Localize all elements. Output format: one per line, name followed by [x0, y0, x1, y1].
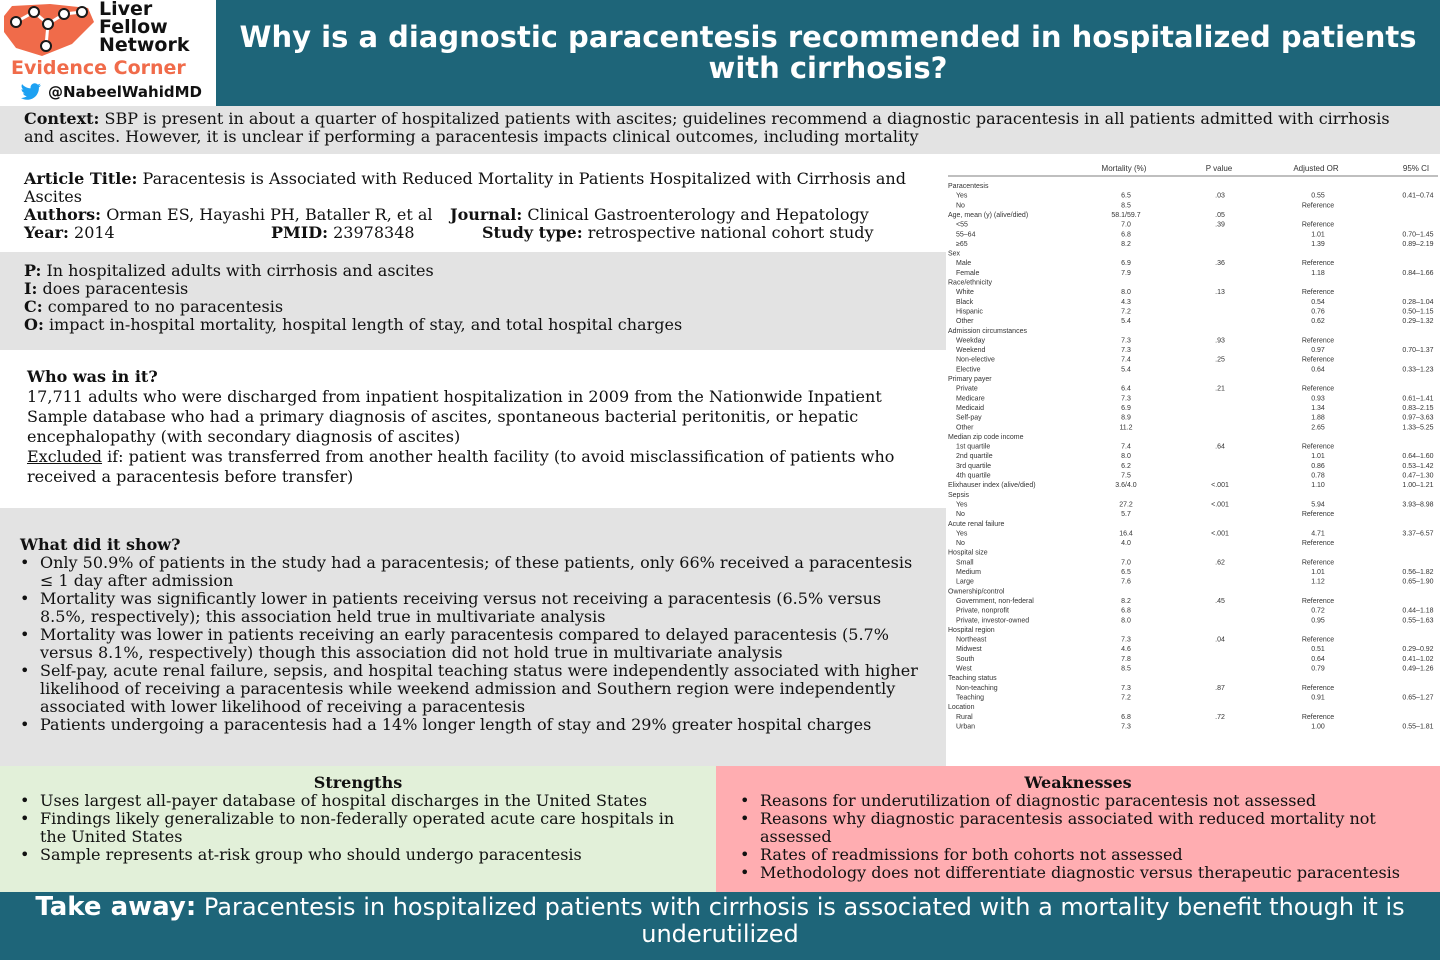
table-row-label: Government, non-federal [956, 597, 1034, 605]
pmid-value: 23978348 [333, 223, 415, 242]
table-cell-mortality: 3.6/4.0 [1115, 482, 1137, 490]
table-row-label: Race/ethnicity [948, 279, 992, 287]
logo-line-3: Network [99, 34, 190, 56]
table-cell-adjusted-or: Reference [1301, 511, 1335, 519]
table-cell-mortality: 7.3 [1121, 636, 1131, 644]
table-cell-ci: 0.29–0.92 [1402, 646, 1434, 654]
table-row-label: Medium [956, 569, 981, 576]
table-cell-ci: 0.65–1.27 [1402, 694, 1434, 702]
table-row-label: 1st quartile [956, 443, 991, 451]
pico-o [24, 316, 922, 334]
table-row-label: Non-teaching [956, 684, 998, 692]
table-cell-adjusted-or: Reference [1301, 540, 1335, 548]
table-cell-adjusted-or: 1.01 [1311, 569, 1325, 576]
table-cell-adjusted-or: 0.91 [1311, 694, 1325, 702]
pico-c-text: compared to no paracentesis [47, 297, 284, 316]
results-section [0, 508, 946, 766]
study-type-value: retrospective national cohort study [587, 223, 874, 242]
table-cell-ci: 1.00–1.21 [1402, 482, 1434, 490]
table-cell-mortality: 11.2 [1119, 424, 1133, 432]
table-row-label: Large [956, 578, 974, 586]
mortality-table [946, 154, 1440, 766]
table-row-label: Yes [956, 530, 968, 538]
table-row-label: Acute renal failure [948, 520, 1005, 528]
results-item: • Mortality was lower in patients receiving an early paracentesis compared to delayed paracentesis (5.7% versus 8.1%, respectively) though this association did not hold true in multivariate analysis [20, 626, 926, 662]
table-cell-mortality: 7.8 [1121, 655, 1131, 663]
table-cell-adjusted-or: Reference [1301, 260, 1335, 268]
table-cell-adjusted-or: Reference [1301, 337, 1335, 345]
table-cell-mortality: 6.8 [1121, 231, 1131, 239]
table-row-label: Median zip code income [948, 433, 1024, 441]
table-row-label: Private, nonprofit [956, 607, 1009, 615]
year-pmid-line [24, 224, 922, 242]
table-row-label: Weekend [956, 347, 986, 355]
table-cell-p-value: <.001 [1211, 482, 1229, 490]
table-cell-adjusted-or: 0.64 [1311, 366, 1325, 374]
table-header-ci: 95% CI [1402, 164, 1430, 173]
table-cell-mortality: 6.9 [1121, 260, 1131, 268]
authors-value: Orman ES, Hayashi PH, Bataller R, et al [106, 205, 433, 224]
strengths-list [20, 792, 696, 864]
table-header-p-value: P value [1205, 164, 1233, 173]
table-cell-ci: 0.89–2.19 [1402, 240, 1434, 248]
table-cell-p-value: .21 [1215, 385, 1225, 393]
table-cell-adjusted-or: Reference [1301, 356, 1335, 364]
table-row-label: Self-pay [956, 414, 982, 422]
table-row-label: Medicaid [956, 404, 985, 412]
evidence-corner-label: Evidence Corner [11, 57, 186, 79]
table-cell-p-value: .45 [1215, 597, 1225, 605]
table-row-label: White [956, 289, 974, 297]
strengths-section [0, 766, 716, 892]
table-row-label: 3rd quartile [956, 462, 992, 470]
table-cell-mortality: 6.5 [1121, 569, 1131, 576]
table-cell-ci: 0.83–2.15 [1402, 404, 1434, 412]
table-cell-ci: 0.84–1.66 [1402, 269, 1434, 277]
twitter-handle-row [20, 81, 202, 103]
table-cell-adjusted-or: 1.01 [1311, 231, 1325, 239]
pico-i-text: does paracentesis [42, 279, 189, 298]
journal-block [450, 206, 869, 224]
table-cell-ci: 0.70–1.45 [1402, 231, 1434, 239]
weakness-item: • Reasons why diagnostic paracentesis associated with reduced mortality not assessed [740, 810, 1416, 846]
table-cell-ci: 0.50–1.15 [1402, 308, 1434, 316]
table-row-label: Yes [956, 501, 968, 509]
table-row-label: Age, mean (y) (alive/died) [948, 211, 1029, 219]
table-row-label: Sepsis [948, 491, 970, 499]
table-cell-mortality: 8.5 [1121, 665, 1131, 673]
logo [0, 0, 216, 106]
table-row-label: Black [956, 298, 974, 306]
table-row-label: ≥65 [956, 240, 968, 248]
table-cell-p-value: <.001 [1211, 501, 1229, 509]
weakness-item: • Reasons for underutilization of diagnostic paracentesis not assessed [740, 792, 1416, 810]
table-row-label: Elective [956, 366, 981, 374]
table-cell-mortality: 7.4 [1121, 443, 1131, 451]
weakness-item: • Rates of readmissions for both cohorts not assessed [740, 846, 1416, 864]
table-cell-mortality: 7.2 [1121, 694, 1131, 702]
article-title-label: Article Title: [24, 169, 138, 188]
table-row-label: Teaching [956, 694, 985, 702]
table-cell-mortality: 7.4 [1121, 356, 1131, 364]
table-cell-adjusted-or: 0.79 [1311, 665, 1325, 673]
pico-p-text: In hospitalized adults with cirrhosis and ascites [46, 261, 434, 280]
table-row-label: Urban [956, 723, 976, 731]
pmid-label: PMID: [271, 223, 329, 242]
table-row-label: Private [956, 385, 978, 393]
takeaway-text: Paracentesis in hospitalized patients with cirrhosis is associated with a mortality benefit though it is underutilized [196, 893, 1405, 948]
table-cell-p-value: .72 [1215, 713, 1225, 721]
table-cell-adjusted-or: 0.95 [1311, 617, 1325, 625]
table-cell-mortality: 6.8 [1121, 607, 1131, 615]
table-header-mortality: Mortality (%) [1101, 164, 1147, 173]
journal-value: Clinical Gastroenterology and Hepatology [527, 205, 869, 224]
table-cell-adjusted-or: 0.54 [1311, 298, 1325, 306]
table-cell-mortality: 8.5 [1121, 202, 1131, 210]
table-row-label: Medicare [956, 395, 985, 403]
strength-item: • Uses largest all-payer database of hospital discharges in the United States [20, 792, 696, 810]
pico-o-label: O: [24, 315, 44, 334]
table-cell-adjusted-or: 1.01 [1311, 453, 1325, 461]
table-row-label: Northeast [956, 636, 987, 644]
pico-o-text: impact in-hospital mortality, hospital length of stay, and total hospital charges [48, 315, 683, 334]
table-row-label: Rural [956, 713, 973, 721]
table-cell-adjusted-or: 1.39 [1311, 240, 1325, 248]
table-cell-adjusted-or: 0.97 [1311, 347, 1325, 355]
pico-p-label: P: [24, 261, 42, 280]
table-row-label: No [956, 540, 965, 548]
table-cell-adjusted-or: 0.62 [1311, 318, 1325, 326]
results-heading: What did it show? [20, 535, 181, 554]
table-cell-adjusted-or: 1.12 [1311, 578, 1325, 586]
context-label: Context: [24, 109, 100, 128]
weakness-item: • Methodology does not differentiate diagnostic versus therapeutic paracentesis [740, 864, 1416, 882]
table-cell-adjusted-or: 1.34 [1311, 404, 1325, 412]
table-cell-adjusted-or: Reference [1301, 443, 1335, 451]
article-info-section [0, 154, 946, 252]
table-row-label: Hispanic [956, 308, 983, 316]
table-row-label: 4th quartile [956, 472, 991, 480]
table-cell-p-value: .93 [1215, 337, 1225, 345]
table-cell-mortality: 8.2 [1121, 597, 1131, 605]
table-row-label: Female [956, 269, 980, 277]
network-logo-icon [2, 2, 98, 58]
table-cell-mortality: 8.9 [1121, 414, 1131, 422]
table-row-label: Weekday [956, 337, 986, 345]
table-cell-adjusted-or: 0.64 [1311, 655, 1325, 663]
table-row-label: 55–64 [956, 231, 976, 239]
table-cell-ci: 0.49–1.26 [1402, 665, 1434, 673]
results-item: • Only 50.9% of patients in the study had a paracentesis; of these patients, only 66% received a paracentesis ≤ 1 day after admission [20, 554, 926, 590]
table-cell-mortality: 6.5 [1121, 192, 1131, 200]
table-row-label: Teaching status [948, 675, 997, 683]
table-cell-mortality: 7.3 [1121, 684, 1131, 692]
weaknesses-title: Weaknesses [1024, 773, 1132, 792]
table-cell-p-value: .03 [1215, 192, 1225, 200]
logo-wordmark [99, 0, 189, 54]
table-cell-mortality: 8.0 [1121, 289, 1131, 297]
table-row-label: Location [948, 704, 975, 712]
table-row-label: Private, investor-owned [956, 617, 1030, 625]
pico-section [0, 252, 946, 350]
table-row-label: 2nd quartile [956, 453, 993, 461]
table-cell-mortality: 6.8 [1121, 713, 1131, 721]
table-cell-ci: 0.70–1.37 [1402, 347, 1434, 355]
pico-c-label: C: [24, 297, 43, 316]
twitter-bird-icon [20, 83, 42, 101]
pico-p [24, 262, 922, 280]
table-cell-mortality: 58.1/59.7 [1111, 211, 1141, 219]
table-row-label: Elixhauser index (alive/died) [948, 482, 1036, 490]
study-type-label: Study type: [482, 223, 583, 242]
strengths-title: Strengths [313, 773, 403, 792]
table-cell-mortality: 4.6 [1121, 646, 1131, 654]
pmid-block [271, 224, 482, 242]
table-cell-ci: 0.61–1.41 [1402, 395, 1434, 403]
table-cell-adjusted-or: 5.94 [1311, 501, 1325, 509]
results-item: • Patients undergoing a paracentesis had a 14% longer length of stay and 29% greater hospital charges [20, 716, 926, 734]
results-item: • Mortality was significantly lower in patients receiving versus not receiving a paracentesis (6.5% versus 8.5%, respectively); this association held true in multivariate analysis [20, 590, 926, 626]
table-cell-mortality: 6.2 [1121, 462, 1131, 470]
table-cell-ci: 0.97–3.63 [1402, 414, 1434, 422]
table-cell-adjusted-or: Reference [1301, 684, 1335, 692]
table-cell-adjusted-or: 4.71 [1311, 530, 1325, 538]
table-cell-p-value: .87 [1215, 684, 1225, 692]
population-text: 17,711 adults who were discharged from inpatient hospitalization in 2009 from the Nationwide Inpatient Sample database who had a primary diagnosis of ascites, spontaneous bacterial peritonitis, or hepatic encephalopathy (with secondary diagnosis of ascites) [27, 387, 882, 446]
year-value: 2014 [74, 223, 115, 242]
table-cell-ci: 0.56–1.82 [1402, 569, 1434, 576]
table-cell-mortality: 7.3 [1121, 723, 1131, 731]
article-title: Paracentesis is Associated with Reduced Mortality in Patients Hospitalized with Cirrhosis and Ascites [24, 169, 906, 206]
table-cell-ci: 0.64–1.60 [1402, 453, 1434, 461]
table-row-label: Hospital size [948, 549, 988, 557]
context-section [0, 106, 1440, 154]
table-cell-adjusted-or: 0.76 [1311, 308, 1325, 316]
authors-journal-line [24, 206, 922, 224]
twitter-handle: @NabeelWahidMD [48, 83, 202, 101]
pico-c [24, 298, 922, 316]
table-cell-p-value: .39 [1215, 221, 1225, 229]
table-cell-mortality: 7.3 [1121, 395, 1131, 403]
table-row-label: Non-elective [956, 356, 995, 364]
study-type-block [482, 224, 874, 242]
table-cell-ci: 0.29–1.32 [1402, 318, 1434, 326]
table-cell-ci: 0.53–1.42 [1402, 462, 1434, 470]
table-cell-adjusted-or: 1.00 [1311, 723, 1325, 731]
table-cell-adjusted-or: 0.86 [1311, 462, 1325, 470]
table-row-label: Hospital region [948, 626, 995, 634]
table-row-label: Admission circumstances [948, 327, 1027, 335]
table-row-label: No [956, 202, 965, 210]
table-cell-mortality: 5.4 [1121, 318, 1131, 326]
table-row-label: Yes [956, 192, 968, 200]
table-row-label: Paracentesis [948, 183, 989, 190]
table-cell-ci: 0.65–1.90 [1402, 578, 1434, 586]
table-cell-mortality: 5.7 [1121, 511, 1131, 519]
authors-label: Authors: [24, 205, 102, 224]
table-cell-mortality: 5.4 [1121, 366, 1131, 374]
authors-block [24, 206, 450, 224]
mortality-table-figure [946, 154, 1440, 766]
table-cell-ci: 3.93–8.98 [1402, 501, 1434, 509]
table-cell-ci: 0.28–1.04 [1402, 298, 1434, 306]
year-block [24, 224, 271, 242]
table-row-label: Other [956, 318, 974, 326]
excluded-text: if: patient was transferred from another health facility (to avoid misclassification of patients who received a paracentesis before transfer) [27, 447, 895, 486]
table-cell-adjusted-or: 1.10 [1311, 482, 1325, 490]
pico-i-label: I: [24, 279, 38, 298]
journal-label: Journal: [450, 205, 523, 224]
table-row-label: Small [956, 559, 974, 567]
table-cell-p-value: .64 [1215, 443, 1225, 451]
table-cell-adjusted-or: Reference [1301, 636, 1335, 644]
title-bar [216, 0, 1440, 106]
results-list [20, 554, 926, 734]
excluded-label: Excluded [27, 447, 103, 466]
table-cell-adjusted-or: Reference [1301, 559, 1335, 567]
strength-item: • Findings likely generalizable to non-federally operated acute care hospitals in the United States [20, 810, 696, 846]
strength-item: • Sample represents at-risk group who should undergo paracentesis [20, 846, 696, 864]
table-cell-p-value: .25 [1215, 356, 1225, 364]
logo-line-2: Fellow [99, 16, 168, 38]
table-cell-p-value: .04 [1215, 636, 1225, 644]
table-cell-adjusted-or: Reference [1301, 385, 1335, 393]
table-cell-adjusted-or: Reference [1301, 289, 1335, 297]
table-cell-mortality: 8.0 [1121, 453, 1131, 461]
population-section [0, 350, 946, 508]
table-row-label: Other [956, 424, 974, 432]
table-cell-mortality: 16.4 [1119, 530, 1133, 538]
table-cell-p-value: <.001 [1211, 530, 1229, 538]
table-cell-adjusted-or: 2.65 [1311, 424, 1325, 432]
table-cell-p-value: .36 [1215, 260, 1225, 268]
pico-i [24, 280, 922, 298]
table-cell-ci: 0.33–1.23 [1402, 366, 1434, 374]
table-cell-adjusted-or: 0.93 [1311, 395, 1325, 403]
table-row-label: South [956, 655, 975, 663]
table-row-label: <55 [956, 221, 968, 229]
table-cell-adjusted-or: Reference [1301, 713, 1335, 721]
table-cell-p-value: .13 [1215, 289, 1225, 297]
logo-line-1: Liver [99, 0, 153, 20]
table-cell-mortality: 7.3 [1121, 337, 1131, 345]
table-cell-p-value: .62 [1215, 559, 1225, 567]
table-cell-ci: 0.41–0.74 [1402, 192, 1434, 200]
table-cell-mortality: 7.0 [1121, 221, 1131, 229]
table-cell-mortality: 6.4 [1121, 385, 1131, 393]
table-cell-mortality: 7.3 [1121, 347, 1131, 355]
population-heading: Who was in it? [27, 367, 158, 386]
page-title: Why is a diagnostic paracentesis recommended in hospitalized patients with cirrhosis? [239, 20, 1417, 85]
table-cell-ci: 0.44–1.18 [1402, 607, 1434, 615]
table-cell-adjusted-or: 0.78 [1311, 472, 1325, 480]
table-cell-adjusted-or: Reference [1301, 202, 1335, 210]
table-cell-mortality: 7.2 [1121, 308, 1131, 316]
table-cell-ci: 3.37–6.57 [1402, 530, 1434, 538]
table-cell-mortality: 7.0 [1121, 559, 1131, 567]
table-header-adjusted-or: Adjusted OR [1293, 164, 1339, 173]
table-cell-ci: 0.47–1.30 [1402, 472, 1434, 480]
article-title-line [24, 170, 922, 206]
table-row-label: Ownership/control [948, 588, 1005, 596]
year-label: Year: [24, 223, 69, 242]
takeaway-label: Take away: [35, 892, 197, 922]
table-cell-mortality: 8.2 [1121, 240, 1131, 248]
table-cell-mortality: 6.9 [1121, 404, 1131, 412]
table-row-label: Midwest [956, 646, 982, 654]
table-cell-ci: 0.55–1.81 [1402, 723, 1434, 731]
results-item: • Self-pay, acute renal failure, sepsis, and hospital teaching status were independently associated with higher likelihood of receiving a paracentesis while weekend admission and Southern region were independently associated with lower likelihood of receiving a paracentesis [20, 662, 926, 716]
table-cell-mortality: 7.6 [1121, 578, 1131, 586]
table-cell-adjusted-or: 0.55 [1311, 192, 1325, 200]
exclusion-line [27, 447, 919, 487]
table-cell-adjusted-or: Reference [1301, 221, 1335, 229]
table-cell-mortality: 27.2 [1119, 501, 1133, 509]
table-cell-ci: 0.41–1.02 [1402, 655, 1434, 663]
table-row-label: Primary payer [948, 376, 992, 383]
table-cell-mortality: 4.0 [1121, 540, 1131, 548]
table-cell-mortality: 8.0 [1121, 617, 1131, 625]
table-row-label: No [956, 511, 965, 519]
takeaway-bar [0, 892, 1440, 960]
table-cell-ci: 0.55–1.63 [1402, 617, 1434, 625]
table-cell-adjusted-or: 0.51 [1311, 646, 1325, 654]
table-row-label: Male [956, 260, 972, 268]
table-cell-adjusted-or: 1.88 [1311, 414, 1325, 422]
table-cell-mortality: 4.3 [1121, 298, 1131, 306]
table-cell-ci: 1.33–5.25 [1402, 424, 1434, 432]
weaknesses-list [740, 792, 1416, 882]
table-cell-mortality: 7.5 [1121, 472, 1131, 480]
weaknesses-section [716, 766, 1440, 892]
table-row-label: Sex [948, 250, 961, 258]
table-cell-mortality: 7.9 [1121, 269, 1131, 277]
table-cell-adjusted-or: Reference [1301, 597, 1335, 605]
table-cell-p-value: .05 [1215, 211, 1225, 219]
context-text: SBP is present in about a quarter of hospitalized patients with ascites; guidelines recommend a diagnostic paracentesis in all patients admitted with cirrhosis and ascites. However, it is unclear if performing a paracentesis impacts clinical outcomes, including mortality [24, 109, 1390, 146]
table-cell-adjusted-or: 1.18 [1311, 269, 1325, 277]
table-cell-adjusted-or: 0.72 [1311, 607, 1325, 615]
table-row-label: West [956, 665, 972, 673]
